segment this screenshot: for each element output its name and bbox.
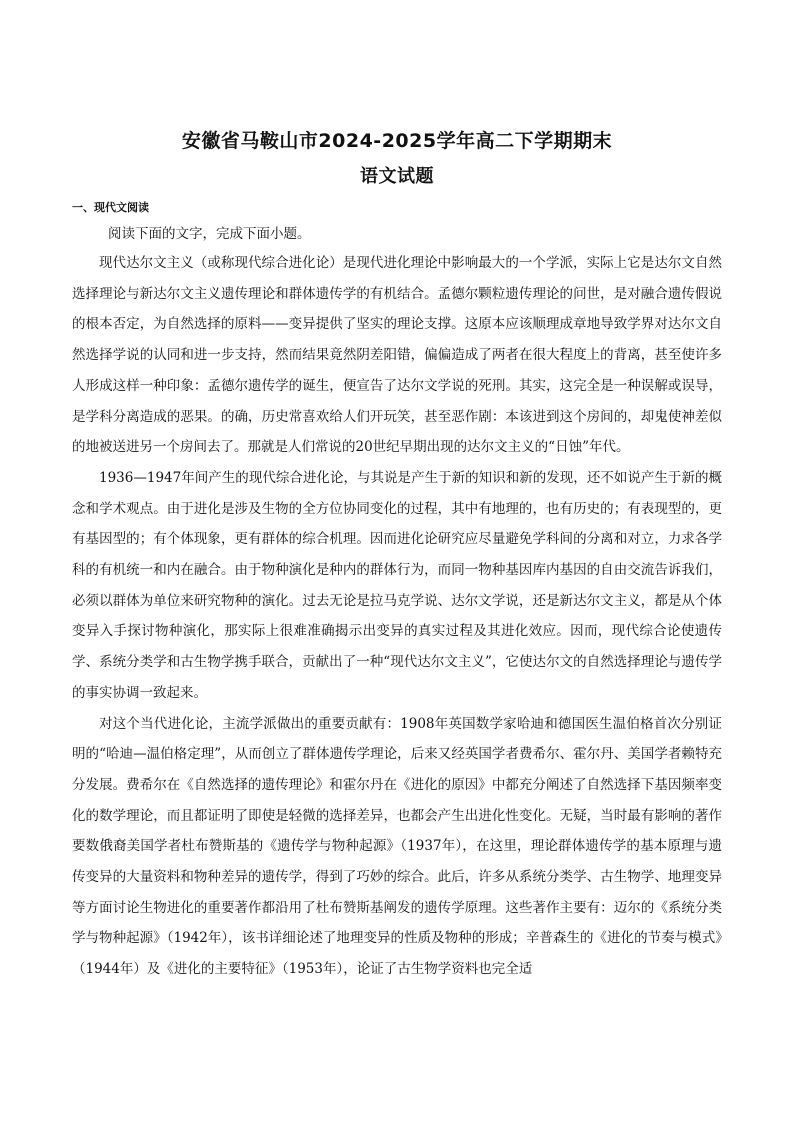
exam-title: 安徽省马鞍山市2024-2025学年高二下学期期末 <box>181 130 613 152</box>
reading-instruction: 阅读下面的文字，完成下面小题。 <box>108 226 311 242</box>
section-heading: 一、现代文阅读 <box>72 201 149 214</box>
passage-paragraph: 现代达尔文主义（或称现代综合进化论）是现代进化理论中影响最大的一个学派，实际上它是达尔文自然选择理论与新达尔文主义遗传理论和群体遗传学的有机结合。孟德尔颗粒遗传理论的问世，是对融合遗传假说的根本否定，为自然选择的原料——变异提供了坚实的理论支撑。这原本应该顺理成章地导致学界对达尔文自然选择学说的认同和进一步支持，然而结果竟然阴差阳错，偏偏造成了两者在很大程度上的背离，甚至使许多人形成这样一种印象：孟德尔遗传学的诞生，便宣告了达尔文学说的死刑。其实，这完全是一种误解或误导，是学科分离造成的恶果。的确，历史常喜欢给人们开玩笑，甚至恶作剧：本该进到这个房间的，却鬼使神差似的地被送进另一个房间去了。那就是人们常说的20世纪早期出现的达尔文主义的“日蚀”年代。 <box>72 255 722 456</box>
exam-subtitle: 语文试题 <box>360 166 434 187</box>
passage-body <box>72 248 722 985</box>
passage-paragraph: 对这个当代进化论，主流学派做出的重要贡献有：1908年英国数学家哈迪和德国医生温伯格首次分别证明的“哈迪—温伯格定理”，从而创立了群体遗传学理论，后来又经英国学者费希尔、霍尔丹、美国学者赖特充分发展。费希尔在《自然选择的遗传理论》和霍尔丹在《进化的原因》中都充分阐述了自然选择下基因频率变化的数学理论，而且都证明了即使是轻微的选择差异，也都会产生出进化性变化。无疑，当时最有影响的著作要数俄裔美国学者杜布赞斯基的《遗传学与物种起源》（1937年），在这里，理论群体遗传学的基本原理与遗传变异的大量资料和物种差异的遗传学，得到了巧妙的综合。此后，许多从系统分类学、古生物学、地理变异等方面讨论生物进化的重要著作都沿用了杜布赞斯基阐发的遗传学原理。这些著作主要有：迈尔的《系统分类学与物种起源》（1942年），该书详细论述了地理变异的性质及物种的形成；辛普森生的《进化的节奏与模式》（1944年）及《进化的主要特征》（1953年），论证了古生物学资料也完全适 <box>72 715 722 978</box>
passage-paragraph: 1936—1947年间产生的现代综合进化论，与其说是产生于新的知识和新的发现，还不如说产生于新的概念和学术观点。由于进化是涉及生物的全方位协同变化的过程，其中有地理的，也有历史的；有表现型的，更有基因型的；有个体现象，更有群体的综合机理。因而进化论研究应尽量避免学科间的分离和对立，力求各学科的有机统一和内在融合。由于物种演化是种内的群体行为，而同一物种基因库内基因的自由交流告诉我们，必须以群体为单位来研究物种的演化。过去无论是拉马克学说、达尔文学说，还是新达尔文主义，都是从个体变异入手探讨物种演化，那实际上很难准确揭示出变异的真实过程及其进化效应。因而，现代综合论使遗传学、系统分类学和古生物学携手联合，贡献出了一种“现代达尔文主义”，它使达尔文的自然选择理论与遗传学的事实协调一致起来。 <box>72 469 722 701</box>
